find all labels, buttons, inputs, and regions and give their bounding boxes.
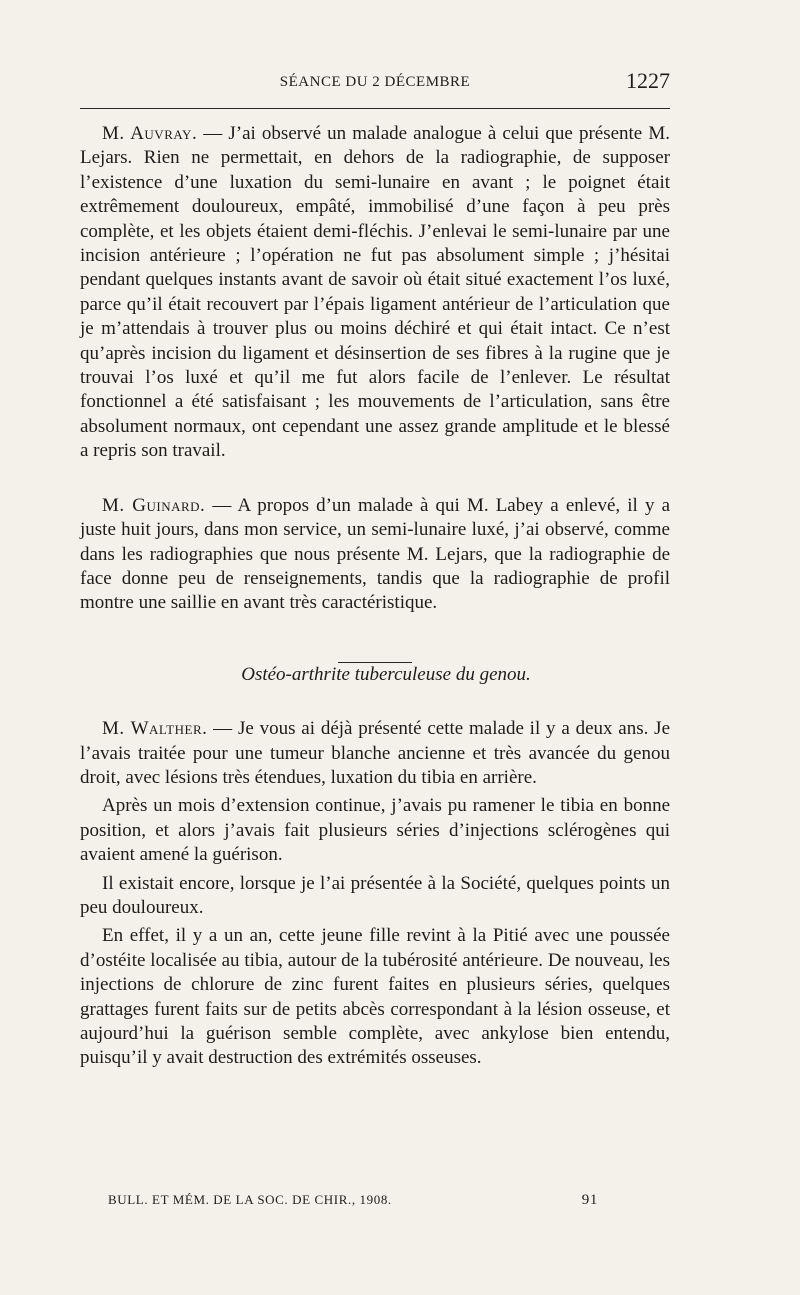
footer-journal-citation: BULL. ET MÉM. DE LA SOC. DE CHIR., 1908. xyxy=(108,1192,392,1207)
footer-sheet-number: 91 xyxy=(581,1192,598,1208)
paragraph-auvray xyxy=(80,122,670,464)
paragraph: Après un mois d’extension continue, j’avais pu ramener le tibia en bonne position, et alors j’avais fait plusieurs séries d’injections sclérogènes qui avaient amené la guérison. xyxy=(80,795,670,866)
page-footer xyxy=(108,1192,598,1216)
running-head xyxy=(80,66,670,96)
header-rule xyxy=(80,108,670,109)
paragraph-guinard xyxy=(80,494,670,616)
paragraph-text: — J’ai observé un malade analogue à celui que présente M. Lejars. Rien ne permettait, en dehors de la radiographie, de supposer l’existence d’une luxation du semi-lunaire en avant ; le poignet était extrêmement douloureux, empâté, immobilisé d’une façon à peu près complète, et les objets étaient demi-fléchis. J’enlevai le semi-lunaire par une incision antérieure ; l’opération ne fut pas absolument simple ; j’hésitai pendant quelques instants avant de savoir où était situé exactement l’os luxé, parce qu’il était recouvert par l’épais ligament antérieur de l’articulation que je m’attendais à trouver plus ou moins déchiré et qui était intact. Ce n’est qu’après incision du ligament et désinsertion de ses fibres à la rugine que je trouvai l’os luxé et qu’il me fut alors facile de l’enlever. Le résultat fonctionnel a été satisfaisant ; les mouvements de l’articulation, sans être absolument normaux, ont cependant une assez grande amplitude et le blessé a repris son travail. xyxy=(80,123,670,462)
running-title: SÉANCE DU 2 DÉCEMBRE xyxy=(279,74,471,90)
paragraph-text: — Je vous ai déjà présenté cette malade il y a deux ans. Je l’avais traitée pour une tumeur blanche ancienne et très avancée du genou droit, avec lésions très étendues, luxation du tibia en arrière. xyxy=(80,718,671,788)
speaker-name: M. Auvray. xyxy=(102,123,198,144)
page-number: 1227 xyxy=(626,68,670,93)
body-text xyxy=(80,122,670,1071)
paragraph: En effet, il y a un an, cette jeune fille revint à la Pitié avec une poussée d’ostéite localisée au tibia, autour de la tubérosité antérieure. De nouveau, les injections de chlorure de zinc furent faites en plusieurs séries, quelques grattages furent faits sur de petits abcès correspondant à la lésion osseuse, et aujourd’hui la guérison semble complète, avec ankylose bien entendu, puisqu’il y avait destruction des extrémités osseuses. xyxy=(80,925,670,1069)
section-title: Ostéo-arthrite tuberculeuse du genou. xyxy=(241,663,531,685)
paragraph-text: — A propos d’un malade à qui M. Labey a enlevé, il y a juste huit jours, dans mon service, un semi-lunaire luxé, j’ai observé, comme dans les radiographies que nous présente M. Lejars, que la radiographie de face donne peu de renseignements, tandis que la radiographie de profil montre une saillie en avant très caractéristique. xyxy=(80,494,670,614)
speaker-name: M. Guinard. xyxy=(102,494,206,516)
paragraph: Il existait encore, lorsque je l’ai présentée à la Société, quelques points un peu douloureux. xyxy=(80,872,670,918)
speaker-name: M. Walther. xyxy=(102,718,208,740)
paragraph-walther xyxy=(80,717,670,790)
